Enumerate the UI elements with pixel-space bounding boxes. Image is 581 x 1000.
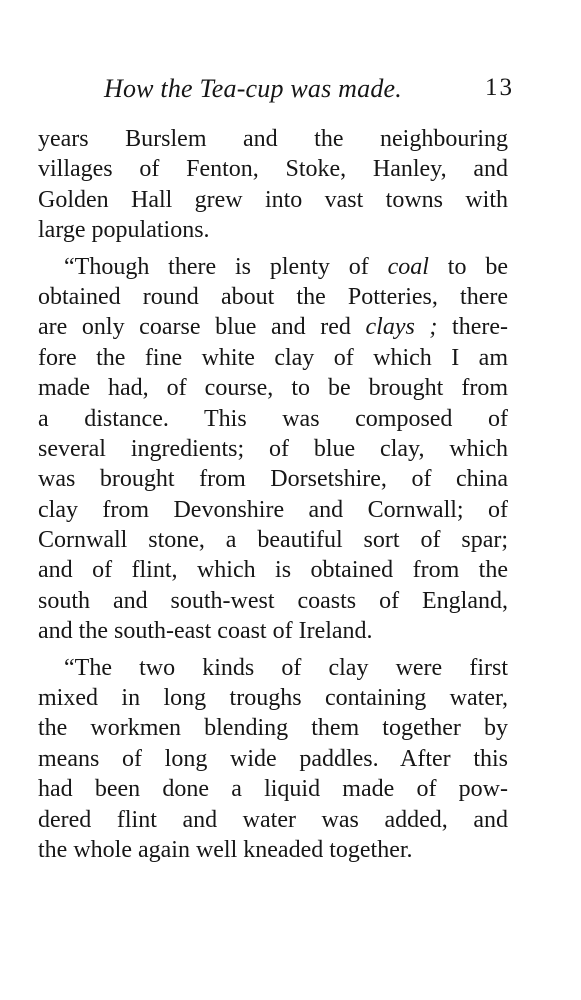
text-line — [38, 373, 508, 403]
text-line — [38, 343, 508, 373]
italic-run: coal — [387, 253, 429, 280]
text-run: large populations. — [38, 217, 210, 244]
page-number: 13 — [485, 74, 514, 101]
running-title: How the Tea-cup was made. — [104, 74, 402, 103]
text-line — [38, 683, 508, 713]
text-run: the whole again well kneaded together. — [38, 836, 413, 863]
text-line — [38, 586, 508, 616]
text-run: “The two kinds of clay were first — [64, 654, 508, 681]
text-line — [38, 835, 508, 865]
text-line — [38, 616, 508, 646]
text-line — [38, 744, 508, 774]
text-run: the workmen blending them together by — [38, 715, 508, 742]
text-line — [38, 653, 508, 683]
text-run: a distance. This was composed of — [38, 405, 508, 432]
text-run: had been done a liquid made of pow- — [38, 776, 508, 803]
text-line — [38, 525, 508, 555]
text-line — [38, 252, 508, 282]
text-line — [38, 312, 508, 342]
text-run: means of long wide paddles. After this — [38, 745, 508, 772]
text-line — [38, 774, 508, 804]
text-run: dered flint and water was added, and — [38, 806, 508, 833]
paragraph — [38, 124, 508, 246]
text-run: was brought from Dorsetshire, of china — [38, 466, 508, 493]
text-run: south and south-west coasts of England, — [38, 587, 508, 614]
text-line — [38, 495, 508, 525]
text-line — [38, 215, 508, 245]
text-line — [38, 282, 508, 312]
text-line — [38, 713, 508, 743]
text-run: fore the fine white clay of which I am — [38, 344, 508, 371]
page-header — [104, 74, 514, 108]
text-line — [38, 434, 508, 464]
text-line — [38, 154, 508, 184]
body-text — [38, 124, 508, 865]
text-line — [38, 185, 508, 215]
text-run: made had, of course, to be brought from — [38, 375, 508, 402]
text-run: Cornwall stone, a beautiful sort of spar; — [38, 527, 508, 554]
text-run: mixed in long troughs containing water, — [38, 685, 508, 712]
text-run: clay from Devonshire and Cornwall; of — [38, 496, 508, 523]
text-line — [38, 555, 508, 585]
text-run: “Though there is plenty of — [64, 253, 388, 280]
paragraph — [38, 252, 508, 647]
text-line — [38, 805, 508, 835]
text-run: to be — [428, 253, 508, 280]
text-run: years Burslem and the neighbouring — [38, 126, 508, 152]
italic-run: clays ; — [365, 314, 438, 341]
text-line — [38, 404, 508, 434]
text-line — [38, 464, 508, 494]
text-line — [38, 124, 508, 154]
text-run: Golden Hall grew into vast towns with — [38, 186, 508, 213]
text-run: are only coarse blue and red — [38, 314, 366, 341]
paragraph — [38, 653, 508, 866]
text-run: villages of Fenton, Stoke, Hanley, and — [38, 156, 508, 183]
text-run: several ingredients; of blue clay, which — [38, 435, 508, 462]
text-run: and of flint, which is obtained from the — [38, 557, 508, 584]
text-run: obtained round about the Potteries, there — [38, 283, 508, 310]
text-run: there- — [437, 314, 508, 341]
text-run: and the south-east coast of Ireland. — [38, 618, 373, 645]
